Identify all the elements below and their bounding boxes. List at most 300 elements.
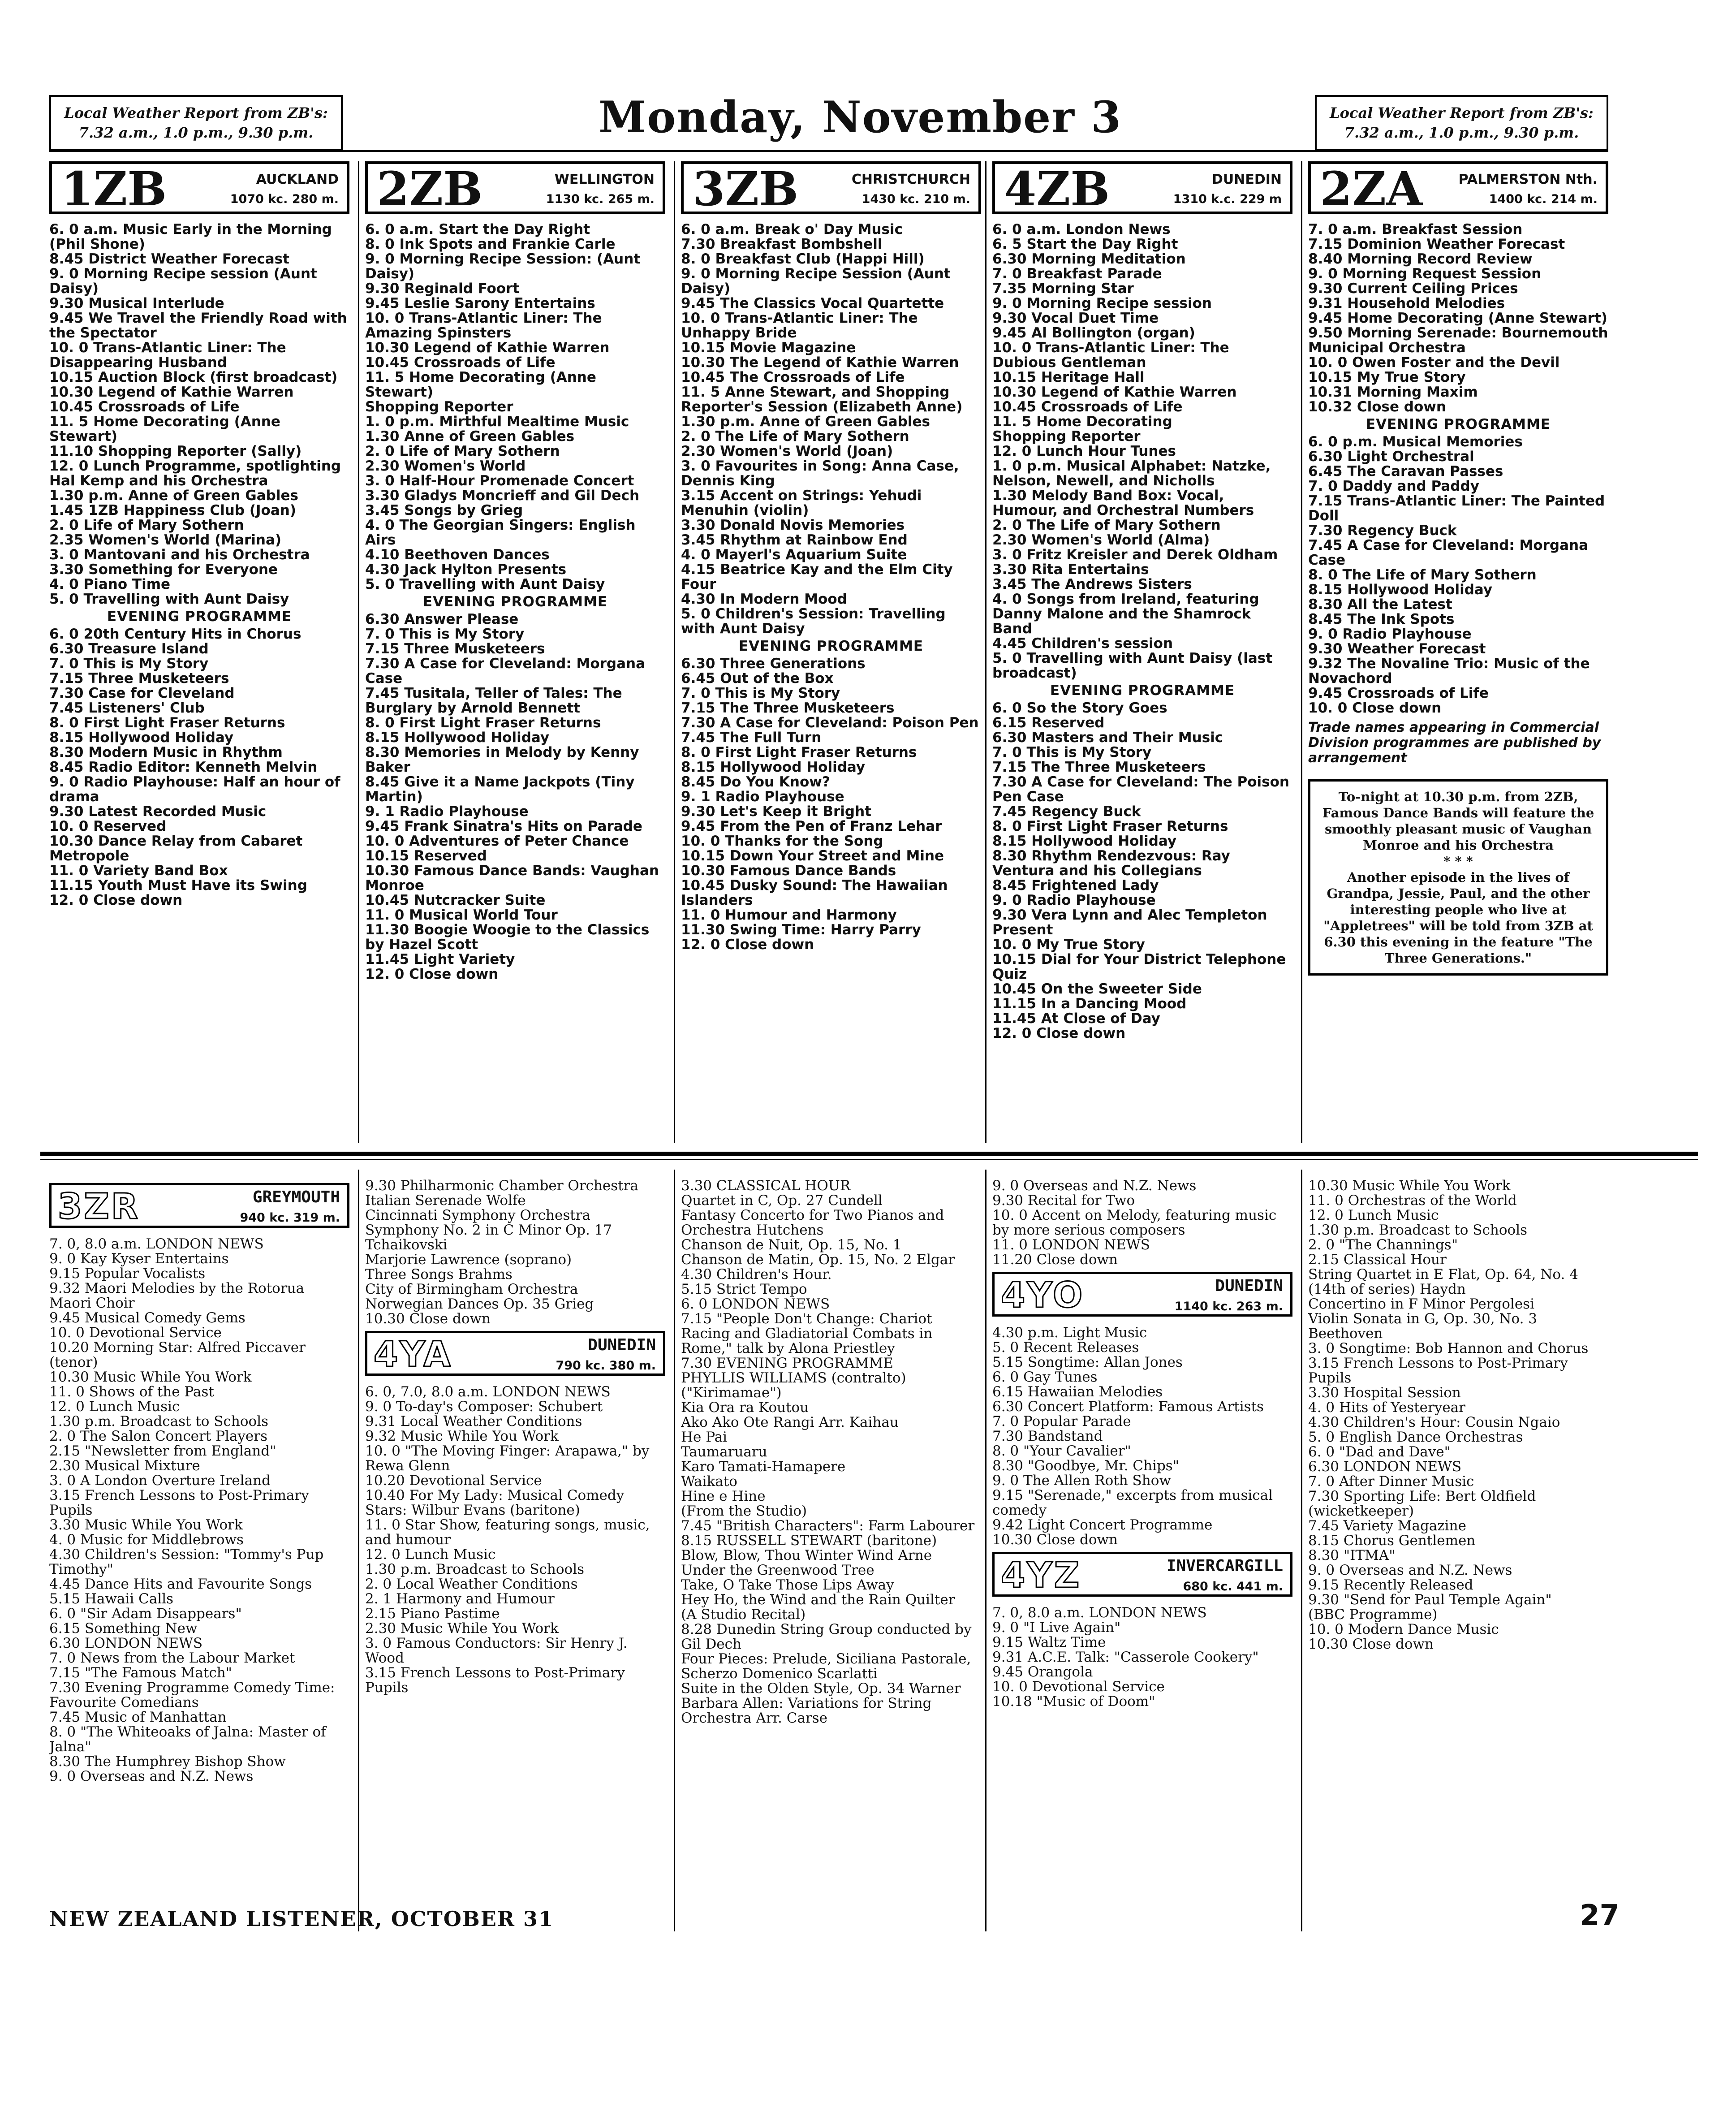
programme-item: 5. 0 Travelling with Aunt Daisy: [49, 591, 289, 607]
programme-item: 3. 0 Famous Conductors: Sir Henry J. Wood: [365, 1635, 628, 1666]
programme-item: 7. 0 Popular Parade: [992, 1413, 1131, 1430]
programme-item: 11. 5 Home Decorating (Anne Stewart): [49, 414, 280, 445]
programme-item: 5.15 Strict Tempo: [681, 1281, 807, 1297]
programme-item: 5.15 Songtime: Allan Jones: [992, 1354, 1183, 1370]
programme-item: 9. 0 "I Live Again": [992, 1620, 1121, 1636]
station-header: [992, 1272, 1292, 1317]
programme-item: 11. 0 Orchestras of the World: [1308, 1192, 1517, 1209]
programme-item: Taumaruaru: [681, 1444, 767, 1460]
programme-item: 12. 0 Lunch Hour Tunes: [992, 443, 1176, 459]
programme-item: 3.15 French Lessons to Post-Primary Pupils: [365, 1665, 625, 1696]
programme-item: 9. 0 Overseas and N.Z. News: [992, 1179, 1197, 1194]
page-number: 27: [1579, 1899, 1620, 1932]
programme-item: Hey Ho, the Wind and the Rain Quilter: [681, 1592, 955, 1608]
programme-item: 1.30 p.m. Anne of Green Gables: [681, 414, 930, 430]
bottom-column-4: [992, 1179, 1292, 1940]
programme-item: 6.15 Hawaiian Melodies: [992, 1384, 1163, 1400]
programme-item: 10. 0 Modern Dance Music: [1308, 1621, 1499, 1637]
programme-item: 10. 0 Thanks for the Song: [681, 833, 883, 849]
programme-item: 8.15 Hollywood Holiday: [992, 833, 1177, 849]
programme-item: 11.20 Close down: [992, 1252, 1118, 1268]
programme-item: 2.30 Musical Mixture: [49, 1458, 200, 1474]
programme-item: 9.30 Current Ceiling Prices: [1308, 281, 1518, 297]
programme-item: 12. 0 Close down: [992, 1025, 1126, 1041]
programme-item: 8.15 Hollywood Holiday: [1308, 582, 1493, 598]
programme-item: Symphony No. 2 in C Minor Op. 17 Tchaikovski: [365, 1222, 612, 1253]
programme-item: Shopping Reporter: [365, 399, 513, 415]
programme-item: (From the Studio): [681, 1503, 807, 1519]
programme-item: 11.45 At Close of Day: [992, 1011, 1160, 1027]
station-frequency: 1140 kc. 263 m.: [1174, 1300, 1283, 1313]
programme-item: 10. 0 Accent on Melody, featuring music by more serious composers: [992, 1207, 1277, 1238]
programme-item: 11. 0 Musical World Tour: [365, 907, 558, 923]
programme-item: 7.45 Tusitala, Teller of Tales: The Burglary by Arnold Bennett: [365, 685, 622, 716]
programme-item: 4.45 Dance Hits and Favourite Songs: [49, 1576, 312, 1592]
programme-item: 3.30 Something for Everyone: [49, 561, 278, 578]
programme-item: 4. 0 Music for Middlebrows: [49, 1532, 244, 1548]
programme-item: Three Songs Brahms: [365, 1266, 513, 1283]
programme-item: 1.45 1ZB Happiness Club (Joan): [49, 502, 296, 518]
programme-item: 10.30 Famous Dance Bands: [681, 863, 896, 879]
station-city: DUNEDIN: [1211, 172, 1282, 187]
programme-item: 7. 0, 8.0 a.m. LONDON NEWS: [49, 1236, 264, 1252]
programme-item: 6.30 LONDON NEWS: [1308, 1459, 1462, 1475]
programme-item: 6.30 Concert Platform: Famous Artists: [992, 1399, 1264, 1415]
station-header: [1308, 161, 1608, 214]
programme-item: 10.15 Auction Block (first broadcast): [49, 369, 338, 385]
programme-item: 11. 5 Anne Stewart, and Shopping Reporter's Session (Elizabeth Anne): [681, 384, 963, 415]
programme-item: 1.30 p.m. Anne of Green Gables: [49, 488, 298, 504]
programme-item: 12. 0 Close down: [49, 892, 183, 908]
programme-item: 8.30 Memories in Melody by Kenny Baker: [365, 744, 639, 775]
programme-item: Cincinnati Symphony Orchestra: [365, 1207, 591, 1223]
programme-item: 5. 0 Children's Session: Travelling with Aunt Daisy: [681, 606, 946, 637]
promo-text: Another episode in the lives of Grandpa, Jessie, Paul, and the other interesting people who live at "Appletrees" will be told from 3ZB at 6.30 this evening in the feature "The Three Generations.": [1323, 870, 1593, 966]
station-call-sign: 2ZA: [1320, 161, 1422, 216]
programme-item: 11.30 Swing Time: Harry Parry: [681, 922, 921, 938]
programme-item: 4. 0 Hits of Yesteryear: [1308, 1399, 1465, 1416]
programme-item: 11.15 Youth Must Have its Swing: [49, 877, 307, 894]
programme-item: 8.30 "Goodbye, Mr. Chips": [992, 1458, 1179, 1474]
programme-item: 9.30 Philharmonic Chamber Orchestra: [365, 1179, 638, 1194]
programme-item: 6. 0 Gay Tunes: [992, 1369, 1098, 1385]
station-city: DUNEDIN: [588, 1336, 656, 1354]
programme-item: 3. 0 Favourites in Song: Anna Case, Dennis King: [681, 458, 959, 489]
programme-item: ("Kirimamae"): [681, 1385, 782, 1401]
programme-item: 6. 0 a.m. Start the Day Right: [365, 221, 590, 238]
column-rule: [358, 1170, 359, 1931]
programme-item: 3.45 Rhythm at Rainbow End: [681, 532, 908, 548]
programme-item: 10.30 The Legend of Kathie Warren: [681, 354, 959, 371]
programme-item: 7.30 Sporting Life: Bert Oldfield (wicketkeeper): [1308, 1488, 1536, 1519]
programme-item: Ako Ako Ote Rangi Arr. Kaihau: [681, 1414, 899, 1430]
programme-item: 6.15 Reserved: [992, 715, 1105, 731]
programme-item: 7.45 Variety Magazine: [1308, 1518, 1466, 1534]
promo-box: [1308, 779, 1608, 976]
programme-item: 10.30 Close down: [1308, 1636, 1434, 1652]
station-column-4zb: [992, 161, 1292, 1147]
programme-item: 1.30 Melody Band Box: Vocal, Humour, and Orchestral Numbers: [992, 488, 1254, 518]
programme-item: 10.45 Nutcracker Suite: [365, 892, 546, 908]
programme-item: 12. 0 Lunch Programme, spotlighting Hal Kemp and his Orchestra: [49, 458, 341, 489]
programme-item: 12. 0 Lunch Music: [1308, 1207, 1439, 1223]
programme-item: 4. 0 The Georgian Singers: English Airs: [365, 517, 636, 548]
programme-item: 4.45 Children's session: [992, 635, 1173, 652]
programme-item: 3.15 French Lessons to Post-Primary Pupils: [1308, 1355, 1568, 1386]
programme-item: 6.30 Morning Meditation: [992, 251, 1186, 267]
programme-item: 3.45 The Andrews Sisters: [992, 576, 1192, 592]
programme-item: 9.30 Reginald Foort: [365, 281, 520, 297]
programme-item: 3. 0 Mantovani and his Orchestra: [49, 547, 310, 563]
programme-item: 6. 0 p.m. Musical Memories: [1308, 434, 1523, 450]
station-frequency: 1130 kc. 265 m.: [546, 192, 655, 206]
programme-item: 10.30 Music While You Work: [1308, 1179, 1511, 1194]
programme-item: 2.15 "Newsletter from England": [49, 1443, 276, 1459]
programme-item: 10. 0 Reserved: [49, 818, 167, 834]
programme-item: 10.45 The Crossroads of Life: [681, 369, 905, 385]
trade-names-note: Trade names appearing in Commercial Division programmes are published by arrangement: [1308, 720, 1601, 766]
programme-item: 8. 0 First Light Fraser Returns: [49, 715, 285, 731]
programme-item: 2. 0 The Life of Mary Sothern: [681, 428, 909, 445]
programme-item: 7. 0 Daddy and Paddy: [1308, 478, 1479, 494]
programme-item: 8.45 Radio Editor: Kenneth Melvin: [49, 759, 318, 775]
programme-item: 4.15 Beatrice Kay and the Elm City Four: [681, 561, 953, 592]
programme-item: 9.30 Vocal Duet Time: [992, 310, 1159, 326]
programme-item: 6. 0 a.m. Music Early in the Morning (Phil Shone): [49, 221, 332, 252]
column-rule: [1301, 161, 1302, 1143]
evening-programme-heading: EVENING PROGRAMME: [422, 594, 608, 610]
station-column-2zb: [365, 161, 665, 1147]
programme-item: 4. 0 Piano Time: [49, 576, 171, 592]
programme-item: 9.31 Household Melodies: [1308, 295, 1505, 311]
programme-item: 7. 0 This is My Story: [992, 744, 1152, 760]
programme-item: 3.30 Hospital Session: [1308, 1385, 1461, 1401]
programme-item: 9. 0 Overseas and N.Z. News: [49, 1768, 254, 1784]
station-call-sign: 3ZB: [693, 161, 799, 216]
programme-item: 10. 0 Owen Foster and the Devil: [1308, 354, 1560, 371]
programme-item: 7.30 Breakfast Bombshell: [681, 236, 883, 252]
column-rule: [358, 161, 359, 1143]
programme-item: 10.20 Devotional Service: [365, 1473, 542, 1489]
programme-item: 11.15 In a Dancing Mood: [992, 996, 1187, 1012]
programme-item: 2. 0 The Life of Mary Sothern: [992, 517, 1221, 533]
programme-item: 10.45 Crossroads of Life: [49, 399, 240, 415]
programme-item: 6. 0 20th Century Hits in Chorus: [49, 626, 302, 642]
programme-item: 3. 0 Half-Hour Promenade Concert: [365, 473, 634, 489]
programme-item: 8.45 Give it a Name Jackpots (Tiny Martin): [365, 774, 635, 805]
programme-item: 8. 0 The Life of Mary Sothern: [1308, 567, 1537, 583]
programme-item: (BBC Programme): [1308, 1607, 1438, 1623]
station-header: [992, 161, 1292, 214]
programme-item: 9.15 Recently Released: [1308, 1577, 1473, 1593]
programme-item: String Quartet in E Flat, Op. 64, No. 4 (14th of series) Haydn: [1308, 1266, 1578, 1297]
programme-item: 10. 0 Devotional Service: [49, 1325, 222, 1341]
programme-item: 11. 0 Shows of the Past: [49, 1384, 214, 1400]
programme-item: 9.45 Musical Comedy Gems: [49, 1310, 246, 1326]
programme-item: 7.30 A Case for Cleveland: Poison Pen: [681, 715, 979, 731]
programme-item: 7.45 Music of Manhattan: [49, 1709, 227, 1725]
programme-item: 7.30 Evening Programme Comedy Time: Favourite Comedians: [49, 1680, 335, 1710]
programme-item: 10. 0 Trans-Atlantic Liner: The Amazing Spinsters: [365, 310, 602, 341]
station-header: [992, 1552, 1292, 1597]
programme-item: 8. 0 "Your Cavalier": [992, 1443, 1131, 1459]
programme-item: 2. 0 Life of Mary Sothern: [49, 517, 244, 533]
programme-item: 10.45 Dusky Sound: The Hawaiian Islanders: [681, 877, 948, 908]
title-rule: [49, 150, 1608, 152]
programme-item: 7.30 Case for Cleveland: [49, 685, 235, 701]
station-column-2za: [1308, 161, 1608, 1147]
programme-item: 5.15 Hawaii Calls: [49, 1591, 174, 1607]
weather-box-right: [1315, 95, 1608, 151]
programme-item: Kia Ora ra Koutou: [681, 1399, 809, 1416]
column-rule: [985, 161, 986, 1143]
weather-box-left: [49, 95, 343, 151]
programme-item: 8.45 Do You Know?: [681, 774, 830, 790]
programme-item: 1.30 p.m. Broadcast to Schools: [1308, 1222, 1528, 1238]
programme-item: 3.30 Music While You Work: [49, 1517, 243, 1533]
programme-item: 6. 0 "Sir Adam Disappears": [49, 1606, 242, 1622]
programme-item: 7. 0 a.m. Breakfast Session: [1308, 221, 1523, 238]
programme-item: Under the Greenwood Tree: [681, 1562, 874, 1578]
programme-item: 9.45 Crossroads of Life: [1308, 685, 1489, 701]
evening-programme-heading: EVENING PROGRAMME: [107, 609, 292, 625]
programme-item: 10.45 Crossroads of Life: [992, 399, 1183, 415]
programme-item: 6.15 Something New: [49, 1620, 198, 1637]
programme-item: 8.15 Chorus Gentlemen: [1308, 1533, 1476, 1549]
programme-item: Italian Serenade Wolfe: [365, 1192, 526, 1209]
programme-item: Hine e Hine: [681, 1488, 766, 1504]
programme-item: 6.45 Out of the Box: [681, 670, 834, 687]
programme-item: City of Birmingham Orchestra: [365, 1281, 578, 1297]
station-header: [365, 161, 665, 214]
programme-item: 10.30 Music While You Work: [49, 1369, 252, 1385]
programme-item: Chanson de Nuit, Op. 15, No. 1: [681, 1237, 902, 1253]
programme-item: 3. 0 A London Overture Ireland: [49, 1473, 271, 1489]
station-call-sign: 4ZB: [1004, 161, 1110, 216]
programme-item: 9. 0 Morning Recipe Session: (Aunt Daisy): [365, 251, 641, 282]
programme-item: 9.45 Al Bollington (organ): [992, 325, 1195, 341]
programme-item: 6.30 Three Generations: [681, 656, 866, 672]
programme-item: 11.30 Boogie Woogie to the Classics by Hazel Scott: [365, 922, 650, 953]
programme-item: 9.45 The Classics Vocal Quartette: [681, 295, 944, 311]
programme-item: 10.15 Reserved: [365, 848, 487, 864]
programme-item: 9. 0 Radio Playhouse: Half an hour of drama: [49, 774, 340, 805]
column-rule: [674, 161, 675, 1143]
programme-item: Concertino in F Minor Pergolesi: [1308, 1296, 1535, 1312]
station-city: CHRISTCHURCH: [851, 172, 970, 187]
programme-item: 2. 0 Local Weather Conditions: [365, 1576, 578, 1592]
programme-item: 8.30 Modern Music in Rhythm: [49, 744, 283, 760]
programme-item: 8.15 Hollywood Holiday: [681, 759, 866, 775]
programme-item: 10.30 Dance Relay from Cabaret Metropole: [49, 833, 303, 864]
programme-item: 2.30 Music While You Work: [365, 1620, 559, 1637]
station-city: WELLINGTON: [554, 172, 655, 187]
programme-item: 9.30 "Send for Paul Temple Again": [1308, 1592, 1552, 1608]
programme-item: 3. 0 Fritz Kreisler and Derek Oldham: [992, 547, 1278, 563]
programme-item: 2. 0 The Salon Concert Players: [49, 1428, 267, 1444]
programme-item: 7. 0 Breakfast Parade: [992, 266, 1162, 282]
column-rule: [1301, 1170, 1302, 1931]
programme-item: 9.50 Morning Serenade: Bournemouth Municipal Orchestra: [1308, 325, 1608, 356]
bottom-column-5: [1308, 1179, 1608, 1940]
programme-item: 8. 0 Breakfast Club (Happi Hill): [681, 251, 925, 267]
programme-item: 9.30 Latest Recorded Music: [49, 803, 267, 820]
programme-item: 10.30 Legend of Kathie Warren: [365, 340, 610, 356]
station-call-sign: 4YA: [374, 1335, 452, 1375]
programme-item: 7.15 The Three Musketeers: [681, 700, 895, 716]
promo-text: To-night at 10.30 p.m. from 2ZB, Famous Dance Bands will feature the smoothly pleasant music of Vaughan Monroe and his Orchestra: [1322, 789, 1594, 853]
section-divider: [40, 1152, 1698, 1156]
programme-item: 7.15 Dominion Weather Forecast: [1308, 236, 1565, 252]
programme-item: 3. 0 Songtime: Bob Hannon and Chorus: [1308, 1340, 1589, 1356]
programme-item: 9.30 Let's Keep it Bright: [681, 803, 871, 820]
programme-item: 10.30 Legend of Kathie Warren: [49, 384, 294, 400]
section-divider-thin: [40, 1159, 1698, 1160]
station-frequency: 1430 kc. 210 m.: [862, 192, 970, 206]
programme-item: 3.15 French Lessons to Post-Primary Pupils: [49, 1487, 309, 1518]
station-header: [49, 161, 349, 214]
programme-item: Marjorie Lawrence (soprano): [365, 1252, 572, 1268]
programme-item: 9.45 We Travel the Friendly Road with the Spectator: [49, 310, 347, 341]
programme-item: 10. 0 My True Story: [992, 937, 1145, 953]
programme-item: 10. 0 "The Moving Finger: Arapawa," by Rewa Glenn: [365, 1443, 650, 1474]
station-header: [49, 1183, 349, 1228]
programme-item: 11. 5 Home Decorating: [992, 414, 1172, 430]
programme-item: 6. 0 a.m. London News: [992, 221, 1171, 238]
programme-item: 7.45 Listeners' Club: [49, 700, 205, 716]
evening-programme-heading: EVENING PROGRAMME: [1366, 416, 1551, 432]
programme-item: 3.30 Donald Novis Memories: [681, 517, 905, 533]
programme-item: PHYLLIS WILLIAMS (contralto): [681, 1370, 906, 1386]
bottom-column-1: [49, 1179, 349, 1940]
programme-item: 8.30 All the Latest: [1308, 596, 1452, 613]
programme-item: 6.30 Light Orchestral: [1308, 449, 1474, 465]
programme-item: 9. 0 Morning Request Session: [1308, 266, 1542, 282]
programme-item: 10.30 Famous Dance Bands: Vaughan Monroe: [365, 863, 659, 894]
programme-item: 9.45 From the Pen of Franz Lehar: [681, 818, 942, 834]
programme-item: 6.30 Answer Please: [365, 611, 519, 627]
programme-item: 10.30 Legend of Kathie Warren: [992, 384, 1237, 400]
programme-item: 9. 0 Kay Kyser Entertains: [49, 1251, 229, 1267]
weather-times: 7.32 a.m., 1.0 p.m., 9.30 p.m.: [1344, 124, 1579, 141]
programme-item: 2.35 Women's World (Marina): [49, 532, 282, 548]
programme-item: 8.15 Hollywood Holiday: [49, 730, 234, 746]
programme-item: 10.40 For My Lady: Musical Comedy Stars: Wilbur Evans (baritone): [365, 1487, 625, 1518]
station-frequency: 1070 kc. 280 m.: [230, 192, 339, 206]
programme-item: 10.31 Morning Maxim: [1308, 384, 1478, 400]
evening-programme-heading: EVENING PROGRAMME: [738, 638, 924, 654]
programme-item: 11. 5 Home Decorating (Anne Stewart): [365, 369, 596, 400]
station-call-sign: 4YO: [1001, 1275, 1085, 1316]
programme-item: 9.45 Orangola: [992, 1664, 1093, 1680]
programme-item: 3.15 Accent on Strings: Yehudi Menuhin (violin): [681, 488, 922, 518]
programme-item: 10.15 Heritage Hall: [992, 369, 1145, 385]
programme-item: 11. 0 Star Show, featuring songs, music, and humour: [365, 1517, 650, 1548]
programme-item: 2.30 Women's World (Joan): [681, 443, 893, 459]
programme-item: 6.30 Treasure Island: [49, 641, 209, 657]
programme-item: He Pai: [681, 1429, 728, 1445]
page-title: Monday, November 3: [598, 92, 1122, 143]
programme-item: Take, O Take Those Lips Away: [681, 1577, 894, 1593]
programme-item: Shopping Reporter: [992, 428, 1141, 445]
programme-item: 7.35 Morning Star: [992, 281, 1134, 297]
programme-item: 12. 0 Close down: [365, 966, 499, 982]
programme-item: 9.15 Waltz Time: [992, 1634, 1106, 1650]
weather-heading: Local Weather Report from ZB's:: [64, 104, 328, 121]
programme-item: 12. 0 Close down: [681, 937, 814, 953]
programme-item: 10. 0 Adventures of Peter Chance: [365, 833, 629, 849]
programme-item: 10.45 Crossroads of Life: [365, 354, 556, 371]
programme-item: 4. 0 Mayerl's Aquarium Suite: [681, 547, 907, 563]
programme-item: 7.30 A Case for Cleveland: The Poison Pen Case: [992, 774, 1289, 805]
station-frequency: 1400 kc. 214 m.: [1489, 192, 1598, 206]
programme-item: 10. 0 Trans-Atlantic Liner: The Unhappy Bride: [681, 310, 918, 341]
programme-item: 10.18 "Music of Doom": [992, 1693, 1155, 1710]
programme-item: 11.10 Shopping Reporter (Sally): [49, 443, 302, 459]
programme-item: 7.45 A Case for Cleveland: Morgana Case: [1308, 537, 1589, 568]
programme-item: 9.42 Light Concert Programme: [992, 1517, 1213, 1533]
programme-item: 8. 0 "The Whiteoaks of Jalna: Master of Jalna": [49, 1724, 326, 1755]
programme-item: 10.15 Down Your Street and Mine: [681, 848, 944, 864]
programme-item: 9. 0 Overseas and N.Z. News: [1308, 1562, 1512, 1578]
evening-programme-heading: EVENING PROGRAMME: [1050, 682, 1235, 699]
programme-item: 9.32 Music While You Work: [365, 1428, 559, 1444]
programme-item: 9.30 Musical Interlude: [49, 295, 224, 311]
programme-item: 7. 0 This is My Story: [49, 656, 209, 672]
programme-item: 9.31 A.C.E. Talk: "Casserole Cookery": [992, 1649, 1259, 1665]
programme-item: 6. 0 a.m. Break o' Day Music: [681, 221, 903, 238]
promo-stars: * * *: [1443, 854, 1473, 869]
station-call-sign: 1ZB: [61, 161, 167, 216]
programme-item: 1. 0 p.m. Mirthful Mealtime Music: [365, 414, 629, 430]
programme-item: 1.30 Anne of Green Gables: [365, 428, 575, 445]
programme-item: 9. 0 The Allen Roth Show: [992, 1473, 1171, 1489]
programme-item: 7.30 Bandstand: [992, 1428, 1103, 1444]
programme-item: 9.32 Maori Melodies by the Rotorua Maori Choir: [49, 1280, 305, 1311]
programme-item: 5. 0 Travelling with Aunt Daisy: [365, 576, 605, 592]
programme-item: 12. 0 Lunch Music: [365, 1546, 496, 1563]
programme-item: 7.15 "The Famous Match": [49, 1665, 232, 1681]
programme-item: 4.10 Beethoven Dances: [365, 547, 550, 563]
programme-item: 7.30 EVENING PROGRAMME: [681, 1355, 893, 1371]
programme-item: 9. 0 Morning Recipe session (Aunt Daisy): [49, 266, 317, 297]
programme-item: Blow, Blow, Thou Winter Wind Arne: [681, 1547, 932, 1563]
programme-item: 6. 0 "Dad and Dave": [1308, 1444, 1451, 1460]
programme-item: 9.32 The Novaline Trio: Music of the Novachord: [1308, 656, 1590, 687]
programme-item: 4.30 Children's Session: "Tommy's Pup Timothy": [49, 1546, 324, 1577]
station-column-1zb: [49, 161, 349, 1147]
programme-item: 10.45 On the Sweeter Side: [992, 981, 1202, 997]
programme-item: 7.15 Three Musketeers: [49, 670, 229, 687]
programme-item: 9. 0 Morning Recipe Session (Aunt Daisy): [681, 266, 951, 297]
programme-item: 8.45 Frightened Lady: [992, 877, 1159, 894]
programme-item: 9. 0 Radio Playhouse: [1308, 626, 1472, 642]
programme-item: 10. 0 Devotional Service: [992, 1679, 1165, 1695]
programme-item: 7. 0 News from the Labour Market: [49, 1650, 295, 1666]
weather-times: 7.32 a.m., 1.0 p.m., 9.30 p.m.: [78, 124, 314, 141]
programme-item: 9.15 Popular Vocalists: [49, 1265, 206, 1282]
station-header: [681, 161, 981, 214]
programme-item: Four Pieces: Prelude, Siciliana Pastorale, Scherzo Domenico Scarlatti: [681, 1651, 971, 1682]
programme-item: 8. 0 First Light Fraser Returns: [365, 715, 601, 731]
programme-item: 11. 0 Variety Band Box: [49, 863, 228, 879]
programme-item: 10.20 Morning Star: Alfred Piccaver (tenor): [49, 1339, 306, 1370]
programme-item: 8.28 Dunedin String Group conducted by Gil Dech: [681, 1621, 972, 1652]
programme-item: 8.30 The Humphrey Bishop Show: [49, 1754, 286, 1770]
column-rule: [985, 1170, 986, 1931]
programme-item: 8. 0 Ink Spots and Frankie Carle: [365, 236, 616, 252]
programme-item: 10.15 Dial for Your District Telephone Quiz: [992, 951, 1286, 982]
